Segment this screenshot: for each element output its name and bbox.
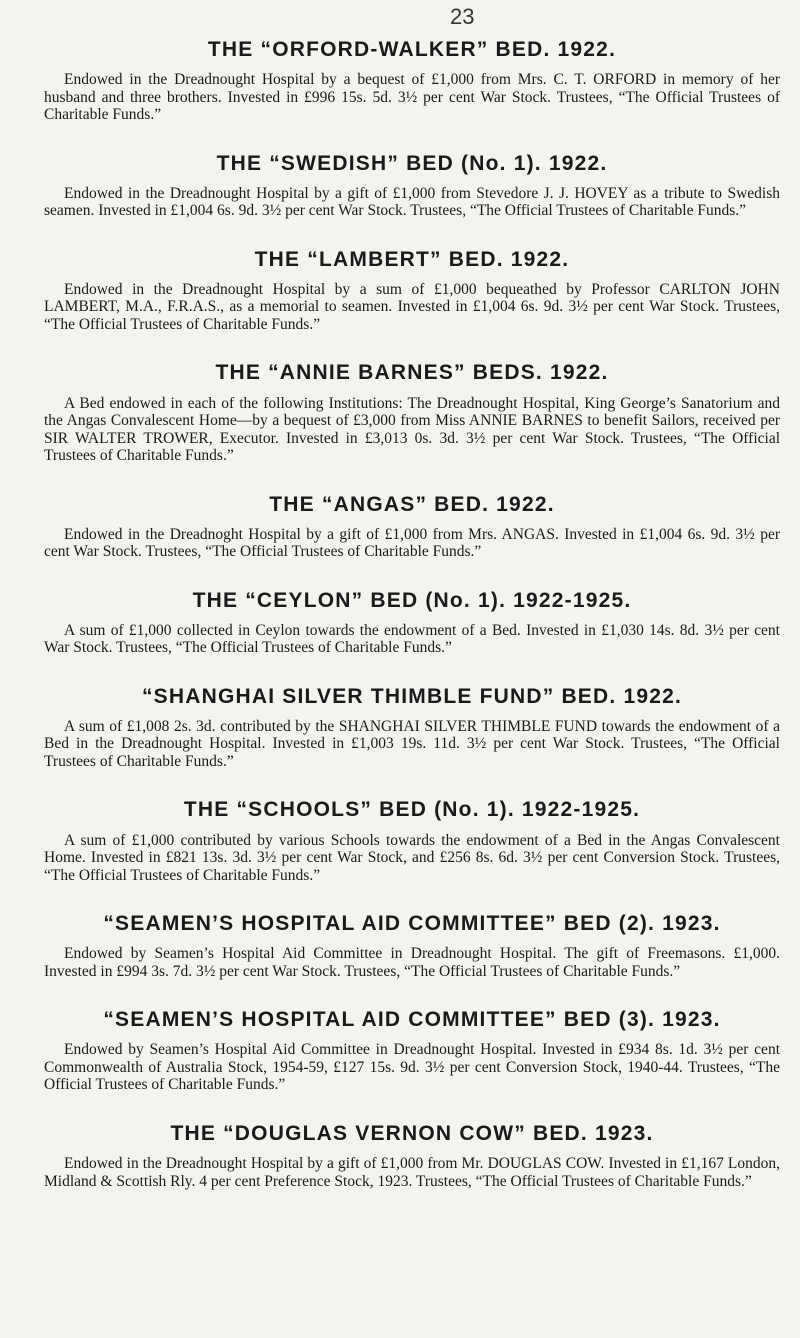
entry-schools [44,798,780,884]
entry-body: A sum of £1,000 collected in Ceylon towards the endowment of a Bed. Invested in £1,030 14s. 8d. 3½ per cent War Stock. Trustees, “The Official Trustees of Charitable Funds.” [44,621,780,657]
entry-douglas-vernon-cow [44,1122,780,1190]
entry-shanghai-silver-thimble [44,685,780,771]
entry-title: THE “SWEDISH” BED (No. 1). 1922. [216,151,608,175]
entry-annie-barnes [44,361,780,464]
entry-body: Endowed in the Dreadnought Hospital by a gift of £1,000 from Mr. DOUGLAS COW. Invested in £1,167 London, Midland & Scottish Rly. 4 per cent Preference Stock, 1923. Trustees, “The Official Trustees of Charitable Funds.” [44,1155,780,1190]
entry-title: THE “LAMBERT” BED. 1922. [254,247,570,271]
entry-title: THE “ANNIE BARNES” BEDS. 1922. [215,361,609,385]
entry-body: Endowed by Seamen’s Hospital Aid Committee in Dreadnought Hospital. Invested in £934 8s. 1d. 3½ per cent Commonwealth of Australia Stock, 1954-59, £127 15s. 9d. 3½ per cent Conversion Stock, 1940-44. Trustees, “The Official Trustees of Charitable Funds.” [44,1041,780,1094]
entry-angas [44,493,780,561]
entry-body: Endowed in the Dreadnought Hospital by a gift of £1,000 from Stevedore J. J. HOVEY as a tribute to Swedish seamen. Invested in £1,004 6s. 9d. 3½ per cent War Stock. Trustees, “The Official Trustees of Charitable Funds.” [44,184,780,220]
page-number: 23 [450,4,475,29]
entry-title: THE “ORFORD-WALKER” BED. 1922. [207,38,617,61]
entry-body: A Bed endowed in each of the following Institutions: The Dreadnought Hospital, King George’s Sanatorium and the Angas Convalescent Home—by a bequest of £3,000 from Miss ANNIE BARNES to benefit Sailors, received per SIR WALTER TROWER, Executor. Invested in £3,013 0s. 3d. 3½ per cent War Stock. Trustees, “The Official Trustees of Charitable Funds.” [44,394,780,465]
entry-body: Endowed in the Dreadnought Hospital by a sum of £1,000 bequeathed by Professor CARLTON JOHN LAMBERT, M.A., F.R.A.S., as a memorial to seamen. Invested in £1,004 6s. 9d. 3½ per cent War Stock. Trustees, “The Official Trustees of Charitable Funds.” [44,280,780,333]
entry-title: “SEAMEN’S HOSPITAL AID COMMITTEE” BED (3). 1923. [103,1008,721,1032]
entry-seamens-hospital-aid-3 [44,1008,780,1094]
endowments-list [44,38,780,1218]
entry-title: THE “ANGAS” BED. 1922. [269,492,555,516]
entry-ceylon [44,589,780,657]
entry-body: Endowed by Seamen’s Hospital Aid Committee in Dreadnought Hospital. The gift of Freemasons. £1,000. Invested in £994 3s. 7d. 3½ per cent War Stock. Trustees, “The Official Trustees of Charitable Funds.” [44,945,780,980]
entry-body: Endowed in the Dreadnought Hospital by a bequest of £1,000 from Mrs. C. T. ORFORD in memory of her husband and three brothers. Invested in £996 15s. 5d. 3½ per cent War Stock. Trustees, “The Official Trustees of Charitable Funds.” [44,71,780,124]
entry-body: A sum of £1,008 2s. 3d. contributed by the SHANGHAI SILVER THIMBLE FUND towards the endowment of a Bed in the Dreadnought Hospital. Invested in £1,003 19s. 11d. 3½ per cent War Stock. Trustees, “The Official Trustees of Charitable Funds.” [44,717,780,770]
entry-title: “SEAMEN’S HOSPITAL AID COMMITTEE” BED (2). 1923. [103,912,721,936]
entry-body: A sum of £1,000 contributed by various Schools towards the endowment of a Bed in the Angas Convalescent Home. Invested in £821 13s. 3d. 3½ per cent War Stock, and £256 8s. 6d. 3½ per cent Conversion Stock. Trustees, “The Official Trustees of Charitable Funds.” [44,831,780,884]
entry-body: Endowed in the Dreadnoght Hospital by a gift of £1,000 from Mrs. ANGAS. Invested in £1,004 6s. 9d. 3½ per cent War Stock. Trustees, “The Official Trustees of Charitable Funds.” [44,525,780,561]
entry-seamens-hospital-aid-2 [44,912,780,980]
entry-title: “SHANGHAI SILVER THIMBLE FUND” BED. 1922. [141,684,683,708]
entry-swedish [44,152,780,220]
entry-title: THE “SCHOOLS” BED (No. 1). 1922-1925. [183,798,641,822]
entry-orford-walker [44,38,780,124]
entry-lambert [44,248,780,334]
entry-title: THE “CEYLON” BED (No. 1). 1922-1925. [192,588,632,612]
entry-title: THE “DOUGLAS VERNON COW” BED. 1923. [170,1121,654,1145]
